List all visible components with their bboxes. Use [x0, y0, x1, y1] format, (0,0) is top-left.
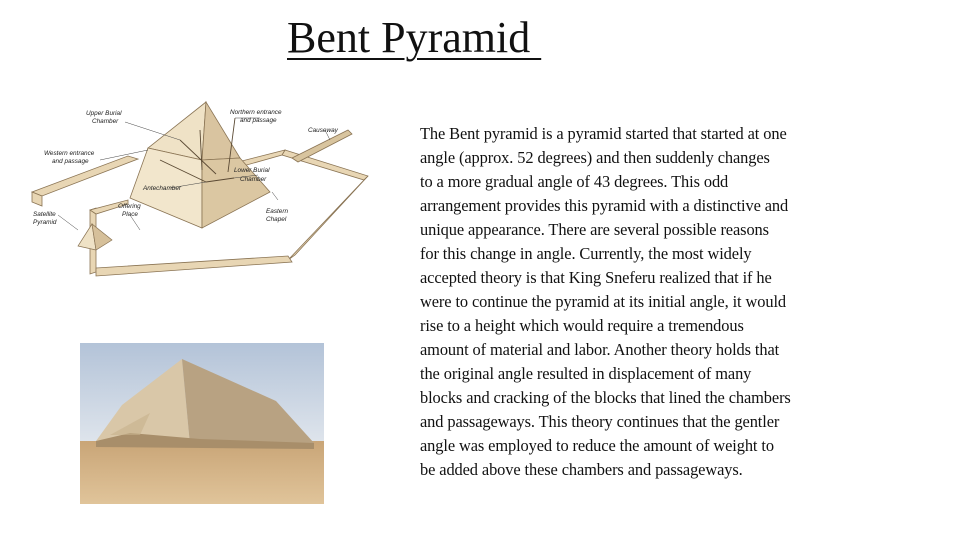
label-lower-burial-1: Lower Burial: [234, 167, 270, 174]
label-eastern-chapel-1: Eastern: [266, 208, 289, 215]
label-western-entrance-2: and passage: [52, 158, 89, 165]
label-upper-burial-1: Upper Burial: [86, 110, 122, 117]
label-satellite-2: Pyramid: [33, 219, 57, 226]
label-northern-entrance-1: Northern entrance: [230, 109, 282, 116]
label-offering-1: Offering: [118, 203, 141, 210]
label-offering-2: Place: [122, 211, 138, 218]
label-northern-entrance-2: and passage: [240, 117, 277, 124]
label-antechamber: Antechamber: [143, 185, 182, 192]
body-text: The Bent pyramid is a pyramid started that started at one angle (approx. 52 degrees) and then suddenly changes to a more gradual angle of 43 degrees. This odd arrangement provides this pyramid with a distinctive and unique appearance. There are several possible reasons for this change in angle. Currently, the most widely accepted theory is that King Sneferu realized that if he were to continue the pyramid at its initial angle, it would rise to a height which would require a tremendous amount of material and labor. Another theory holds that the original angle resulted in displacement of many blocks and cracking of the blocks that lined the chambers and passageways. This theory continues that the gentler angle was employed to reduce the amount of weight to be added above these chambers and passageways.: [420, 124, 791, 479]
label-eastern-chapel-2: Chapel: [266, 216, 287, 223]
label-western-entrance-1: Western entrance: [44, 150, 95, 157]
slide-title: Bent Pyramid: [287, 13, 542, 62]
pyramid-complex-diagram: [30, 100, 372, 278]
satellite-pyramid: [78, 224, 112, 250]
photo-ground: [80, 441, 324, 504]
label-upper-burial-2: Chamber: [92, 118, 119, 125]
label-lower-burial-2: Chamber: [240, 176, 267, 183]
label-causeway: Causeway: [308, 127, 338, 134]
bent-pyramid-photo: [80, 343, 324, 504]
label-satellite-1: Satellite: [33, 211, 56, 218]
causeway: [292, 130, 352, 162]
